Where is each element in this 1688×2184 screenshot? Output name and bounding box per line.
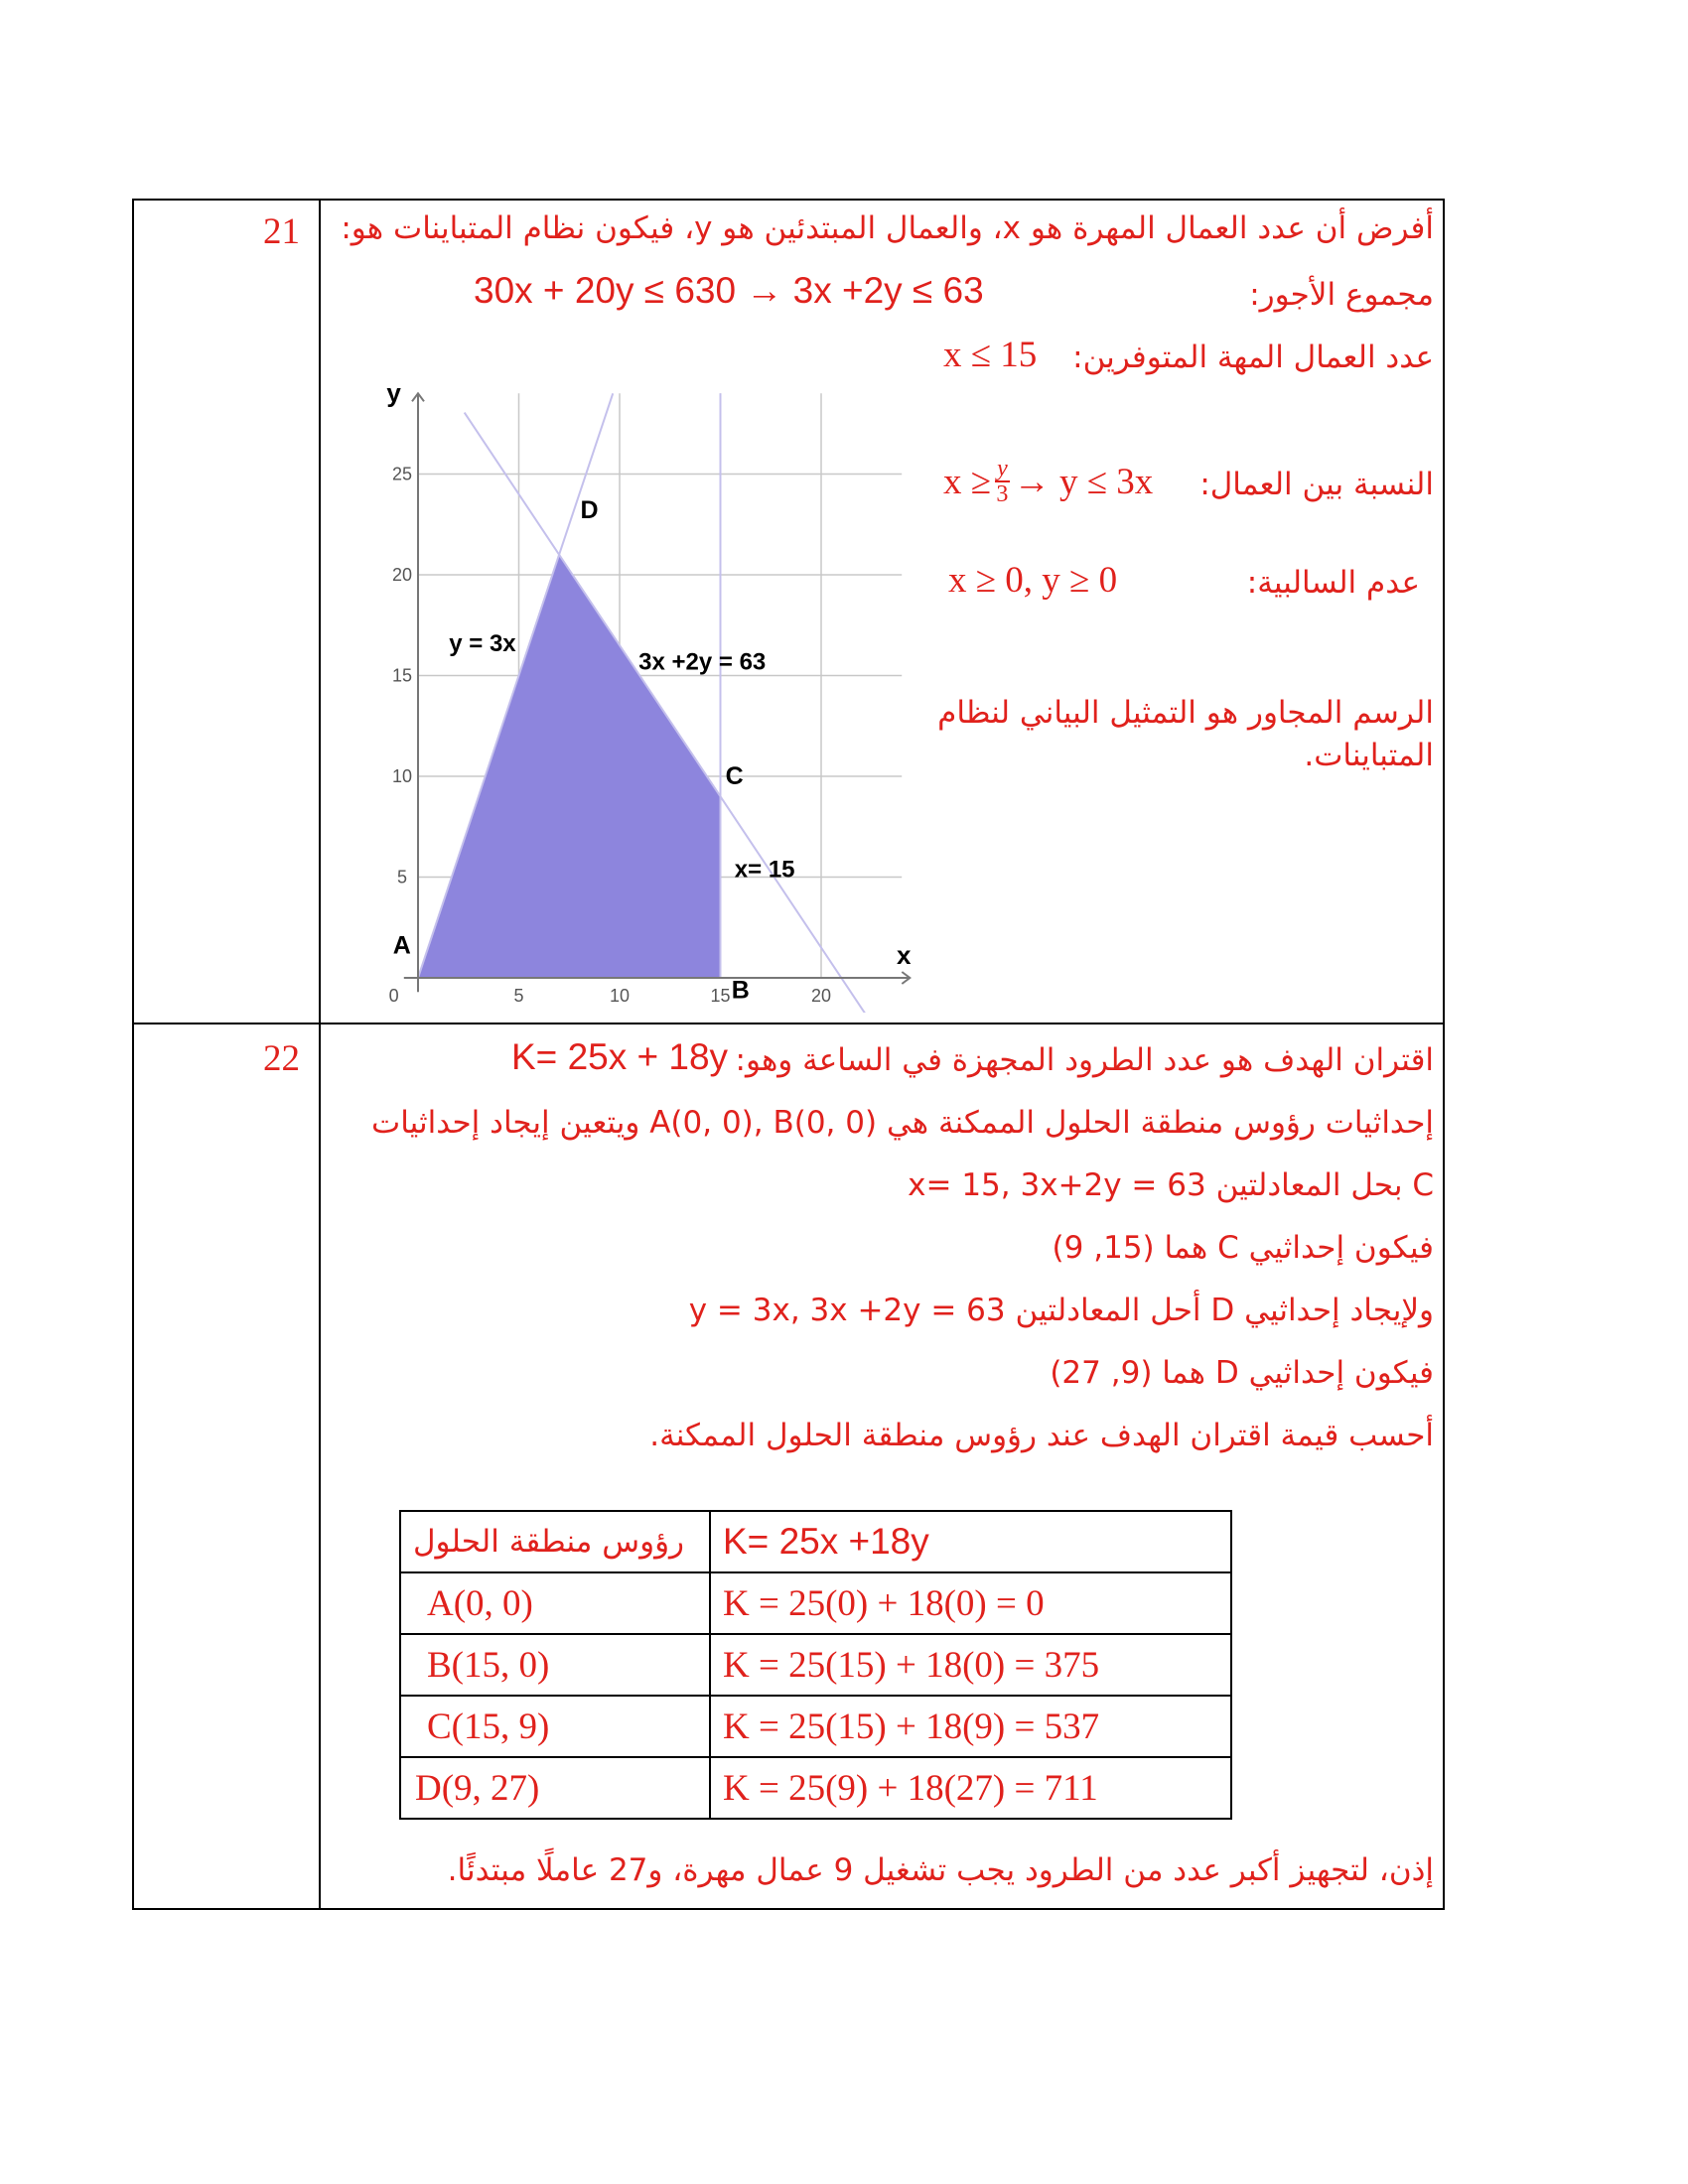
table-row	[400, 1757, 1231, 1819]
k-value-cell: K = 25(15) + 18(9) = 537	[710, 1696, 1231, 1757]
question-number-22: 22	[263, 1038, 300, 1079]
y-tick-label: 25	[391, 464, 413, 484]
ratio-rhs: → y ≤ 3x	[1013, 461, 1154, 502]
graph-note-line2: المتباينات.	[1304, 738, 1434, 773]
line-label: x= 15	[734, 856, 795, 884]
q22-line7: أحسب قيمة اقتران الهدف عند رؤوس منطقة الحلول الممكنة.	[649, 1418, 1434, 1453]
objective-text: اقتران الهدف هو عدد الطرود المجهزة في الساعة وهو:	[735, 1042, 1434, 1078]
k-value-cell: K = 25(15) + 18(0) = 375	[710, 1634, 1231, 1696]
vertex-cell: A(0, 0)	[400, 1572, 710, 1634]
vertex-cell: D(9, 27)	[400, 1757, 710, 1819]
table-row	[400, 1696, 1231, 1757]
line-label: y = 3x	[449, 630, 516, 658]
q22-line2: إحداثيات رؤوس منطقة الحلول الممكنة هي A(0, 0), B(0, 0) ويتعين إيجاد إحداثيات	[371, 1105, 1434, 1141]
skilled-label: عدد العمال المهة المتوفرين:	[1072, 340, 1434, 375]
objective-values-table	[399, 1510, 1232, 1820]
table-row	[400, 1634, 1231, 1696]
ratio-fraction-numerator: y	[997, 456, 1008, 481]
q21-intro: أفرض أن عدد العمال المهرة هو x، والعمال المبتدئين هو y، فيكون نظام المتباينات هو:	[341, 210, 1434, 246]
row-divider	[132, 1023, 1445, 1024]
q22-line3: C بحل المعادلتين x= 15, 3x+2y = 63	[908, 1167, 1434, 1203]
vertex-label-d: D	[580, 496, 599, 525]
x-tick-label: 15	[710, 986, 731, 1006]
vertex-cell: C(15, 9)	[400, 1696, 710, 1757]
skilled-equation: x ≤ 15	[943, 335, 1038, 375]
x-tick-label: 20	[810, 986, 832, 1006]
vertex-cell: B(15, 0)	[400, 1634, 710, 1696]
feasible-region	[418, 555, 721, 978]
y-axis-label: y	[386, 377, 401, 408]
graph-note-line1: الرسم المجاور هو التمثيل البياني لنظام	[937, 695, 1434, 731]
k-value-cell: K = 25(0) + 18(0) = 0	[710, 1572, 1231, 1634]
wages-equation-text: 30x + 20y ≤ 630 → 3x +2y ≤ 63	[474, 270, 984, 311]
ratio-equation	[943, 457, 1153, 506]
q22-line6: فيكون إحداثيي D هما (9, 27)	[1050, 1355, 1434, 1391]
ratio-label: النسبة بين العمال:	[1199, 467, 1434, 502]
y-tick-label: 15	[391, 665, 413, 686]
table-row	[400, 1572, 1231, 1634]
nonneg-label: عدم السالبية:	[1246, 565, 1420, 601]
origin-label: 0	[388, 986, 399, 1006]
vertex-label-b: B	[731, 976, 750, 1005]
ratio-lhs: x ≥	[943, 461, 992, 502]
x-tick-label: 5	[513, 986, 524, 1006]
q22-line5: ولإيجاد إحداثيي D أحل المعادلتين y = 3x, 3x +2y = 63	[688, 1293, 1434, 1328]
line-label: 3x +2y = 63	[638, 648, 767, 676]
y-tick-label: 10	[391, 766, 413, 786]
question-number-21: 21	[263, 211, 300, 252]
feasible-region-graph	[343, 377, 923, 1013]
ratio-fraction	[995, 457, 1010, 506]
x-tick-label: 10	[609, 986, 631, 1006]
nonneg-equation: x ≥ 0, y ≥ 0	[948, 560, 1118, 601]
ratio-fraction-denominator: 3	[996, 481, 1009, 507]
column-divider	[319, 199, 321, 1910]
x-axis-label: x	[896, 940, 912, 970]
conclusion: إذن، لتجهيز أكبر عدد من الطرود يجب تشغيل 9 عمال مهرة، و27 عاملًا مبتدئًا.	[447, 1852, 1434, 1888]
y-tick-label: 5	[396, 867, 408, 887]
k-value-cell: K = 25(9) + 18(27) = 711	[710, 1757, 1231, 1819]
table-header-row	[400, 1511, 1231, 1572]
objective-equation	[511, 1036, 728, 1079]
header-vertices: رؤوس منطقة الحلول	[400, 1511, 710, 1572]
vertex-label-a: A	[392, 931, 411, 960]
objective-equation-text: K= 25x + 18y	[511, 1036, 729, 1077]
header-k: K= 25x +18y	[710, 1511, 1231, 1572]
vertex-label-c: C	[725, 762, 744, 791]
wages-equation	[474, 270, 984, 313]
wages-label: مجموع الأجور:	[1249, 277, 1434, 313]
q22-line4: فيكون إحداثيي C هما (15, 9)	[1052, 1230, 1434, 1266]
y-tick-label: 20	[391, 565, 413, 585]
